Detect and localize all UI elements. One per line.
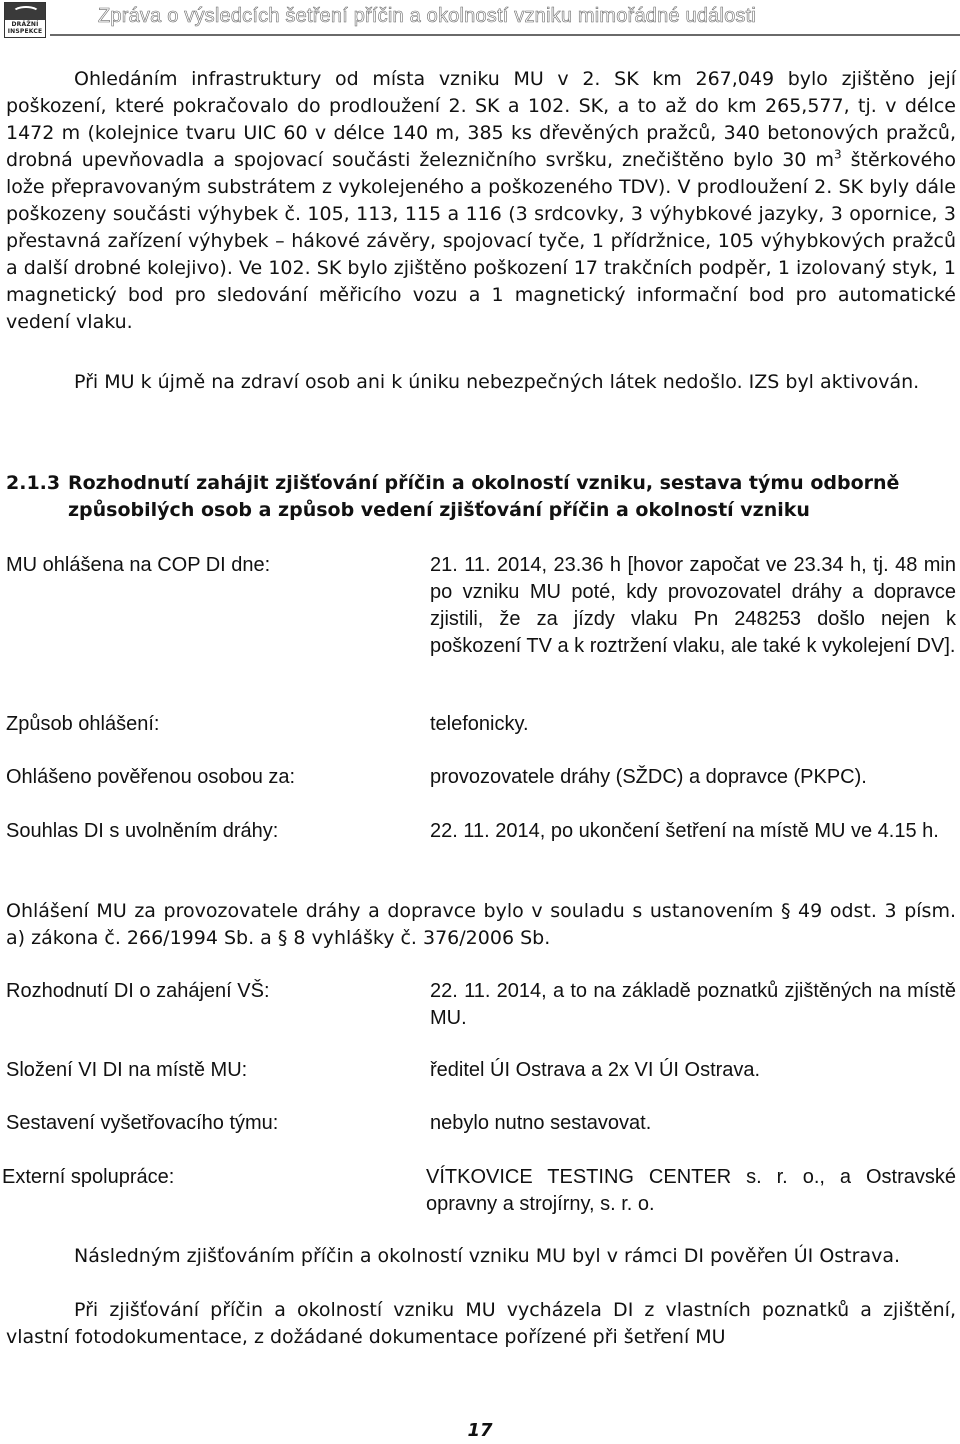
field-label: MU ohlášena na COP DI dne:: [6, 554, 271, 576]
field-label: Ohlášeno pověřenou osobou za:: [6, 766, 296, 788]
section-title-line2: způsobilých osob a způsob vedení zjišťování příčin a okolností vzniku: [68, 499, 810, 521]
field-value: nebylo nutno sestavovat.: [430, 1112, 652, 1134]
field-value: ředitel ÚI Ostrava a 2x VI ÚI Ostrava.: [430, 1059, 761, 1081]
page-number: 17: [467, 1420, 493, 1441]
header-divider: [50, 34, 960, 36]
paragraph-assignment: Následným zjišťováním příčin a okolností vzniku MU byl v rámci DI pověřen ÚI Ostrava.: [74, 1245, 901, 1267]
field-value: 22. 11. 2014, po ukončení šetření na místě MU ve 4.15 h.: [430, 820, 939, 842]
field-label: Sestavení vyšetřovacího týmu:: [6, 1112, 279, 1134]
field-label: Externí spolupráce:: [2, 1166, 175, 1188]
section-title-line1: Rozhodnutí zahájit zjišťování příčin a okolností vzniku, sestava týmu odborně: [68, 472, 900, 494]
section-heading: [6, 470, 960, 524]
paragraph-infrastructure-damage: Ohledáním infrastruktury od místa vzniku MU v 2. SK km 267,049 bylo zjištěno její poškození, které pokračovalo do prodloužení 2. SK a 102. SK, a to až do km 265,577, tj. v délce 1472 m (kolejnice tvaru UIC 60 v délce 140 m, 385 ks dřevěných pražců, 340 betonových pražců, drobná upevňovadla a spojovací součásti železničního svršku, znečištěno bylo 30 $m^3$ štěrkového lože přepravovaným substrátem z vykolejeného a poškozeného TDV). V prodloužení 2. SK byly dále poškozeny součásti výhybek č. 105, 113, 115 a 116 (3 srdcovky, 3 výhybkové jazyky, 3 opornice, 3 přestavná zařízení výhybek – hákové závěry, spojovací tyče, 1 přídržnice, 105 výhybkových pražců a další drobné kolejivo). Ve 102. SK bylo zjištěno poškození 17 trakčních podpěr, 1 izolovaný styk, 1 magnetický bod pro sledování měřicího vozu a 1 magnetický informační bod pro automatické vedení vlaku.: [6, 68, 956, 333]
page-header: [0, 0, 960, 42]
field-value: VÍTKOVICE TESTING CENTER s. r. o., a Ostravské opravny a strojírny, s. r. o.: [426, 1166, 956, 1215]
field-value: 21. 11. 2014, 23.36 h [hovor započat ve 23.34 h, tj. 48 min po vzniku MU poté, kdy provozovatel dráhy a dopravce zjistili, že za jízdy vlaku Pn 248253 došlo nejen k poškození TV a k roztržení vlaku, ale také k vykolejení DV].: [430, 554, 956, 657]
field-label: Složení VI DI na místě MU:: [6, 1059, 248, 1081]
header-title: Zpráva o výsledcích šetření příčin a okolností vzniku mimořádné události: [98, 5, 757, 27]
drazni-inspekce-logo: [4, 2, 46, 38]
field-label: Souhlas DI s uvolněním dráhy:: [6, 820, 279, 842]
section-number: 2.1.3: [6, 472, 61, 494]
field-value: 22. 11. 2014, a to na základě poznatků zjištěných na místě MU.: [430, 980, 956, 1029]
field-value: provozovatele dráhy (SŽDC) a dopravce (PKPC).: [430, 766, 867, 788]
field-label: Způsob ohlášení:: [6, 713, 160, 735]
logo-line-1: DRÁŽNÍ: [11, 21, 39, 28]
paragraph-legal-basis: Ohlášení MU za provozovatele dráhy a dopravce bylo v souladu s ustanovením § 49 odst. 3 písm. a) zákona č. 266/1994 Sb. a § 8 vyhlášky č. 376/2006 Sb.: [6, 900, 956, 949]
logo-line-2: INSPEKCE: [7, 28, 43, 35]
field-value: telefonicky.: [430, 713, 529, 735]
paragraph-sources: Při zjišťování příčin a okolností vzniku MU vycházela DI z vlastních poznatků a zjištění, vlastní fotodokumentace, z dožádané dokumentace pořízené při šetření MU: [6, 1299, 956, 1348]
paragraph-no-injuries: Při MU k újmě na zdraví osob ani k úniku nebezpečných látek nedošlo. IZS byl aktivován.: [74, 371, 920, 393]
field-label: Rozhodnutí DI o zahájení VŠ:: [6, 980, 270, 1002]
